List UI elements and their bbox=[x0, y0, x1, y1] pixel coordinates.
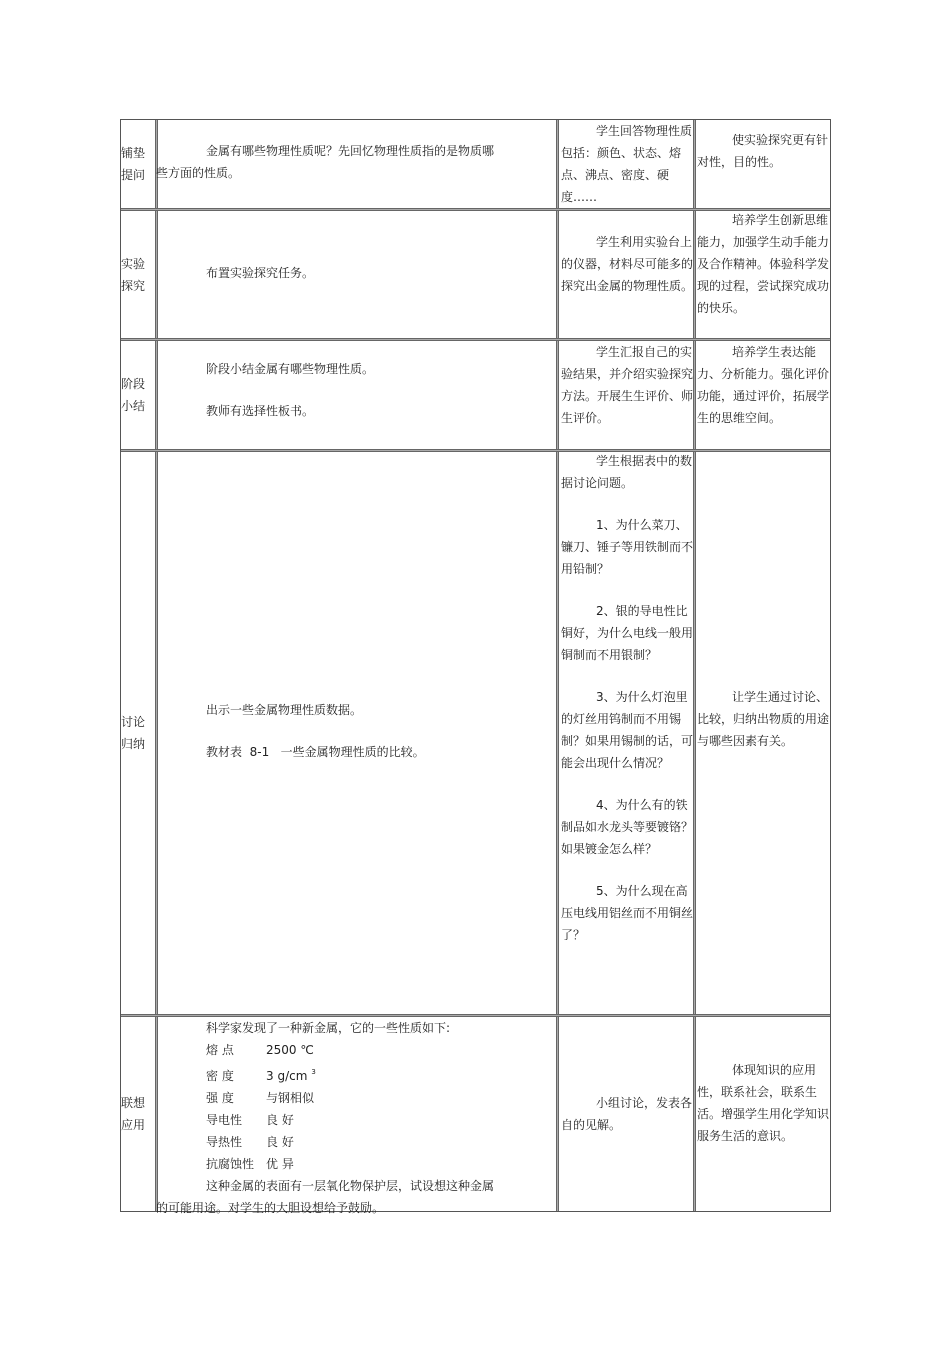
design-intent: 使实验探究更有针对性，目的性。 bbox=[697, 133, 829, 169]
teacher-activity: 出示一些金属物理性质数据。 教材表 8-1 一些金属物理性质的比较。 bbox=[206, 703, 425, 759]
property-item: 抗腐蚀性 优 异 bbox=[206, 1157, 294, 1171]
stage-label: 讨论 归纳 bbox=[121, 715, 146, 751]
table-row bbox=[121, 211, 830, 338]
property-item: 导热性 良 好 bbox=[206, 1135, 294, 1149]
property-item: 强 度 与钢相似 bbox=[206, 1091, 315, 1105]
teacher-activity: 金属有哪些物理性质呢？先回忆物理性质指的是物质哪 些方面的性质。 bbox=[156, 144, 495, 180]
student-activity: 学生根据表中的数据讨论问题。 1、为什么菜刀、镰刀、锤子等用铁制而不用铅制？ 2、银的导电性比铜好，为什么电线一般用铜制而不用银制？ 3、为什么灯泡里的灯丝用钨制而不用锡制？如果用锡制的话，可能会出现什么情况？ 4、为什么有的铁制品如水龙头等要镀铬？如果镀金怎么样？ 5、为什么现在高压电线用铝丝而不用铜丝了？ bbox=[561, 454, 694, 942]
teacher-activity: 阶段小结金属有哪些物理性质。 教师有选择性板书。 bbox=[206, 362, 375, 418]
design-intent: 培养学生创新思维能力，加强学生动手能力及合作精神。体验科学发现的过程，尝试探究成功的快乐。 bbox=[697, 213, 830, 315]
design-intent: 培养学生表达能力、分析能力。强化评价功能，通过评价，拓展学生的思维空间。 bbox=[697, 345, 830, 425]
table-row bbox=[121, 120, 830, 208]
property-item: 导电性 良 好 bbox=[206, 1113, 294, 1127]
student-activity: 学生回答物理性质包括：颜色、状态、熔点、沸点、密度、硬度…… bbox=[561, 124, 693, 204]
teacher-activity: 布置实验探究任务。 bbox=[206, 266, 315, 280]
stage-label: 实验 探究 bbox=[121, 256, 146, 293]
lesson-plan-table bbox=[120, 119, 831, 1215]
student-activity: 学生汇报自己的实验结果，并介绍实验探究方法。开展生生评价、师生评价。 bbox=[561, 345, 694, 425]
table-row bbox=[121, 1017, 830, 1215]
stage-label: 铺垫 提问 bbox=[121, 146, 146, 182]
student-activity: 小组讨论，发表各自的见解。 bbox=[561, 1096, 693, 1132]
property-list bbox=[156, 1039, 556, 1175]
teacher-activity: 科学家发现了一种新金属，它的一些性质如下: 熔 点 2500 ℃ 密 度 3 g/cm $^3$ 强 度 与钢相似 导电性 良 好 导热性 良 好 抗腐蚀性 优 异 这种金属的表面有一层氧化物保护层，试设想这种金属 的可能用途。对学生的大胆设想给予鼓励。 bbox=[156, 1017, 556, 1219]
student-activity: 学生利用实验台上的仪器，材料尽可能多的探究出金属的物理性质。 bbox=[561, 235, 694, 293]
property-item: 熔 点 2500 ℃ bbox=[206, 1043, 314, 1057]
table-row bbox=[121, 452, 830, 1014]
design-intent: 让学生通过讨论、比较，归纳出物质的用途与哪些因素有关。 bbox=[697, 690, 830, 748]
design-intent: 体现知识的应用性，联系社会，联系生活。增强学生用化学知识服务生活的意识。 bbox=[697, 1063, 830, 1143]
property-item: 密 度 3 g/cm $^3$ bbox=[206, 1068, 316, 1083]
stage-label: 联想 应用 bbox=[121, 1096, 146, 1132]
stage-label: 阶段 小结 bbox=[121, 377, 146, 413]
table-row bbox=[121, 341, 830, 449]
